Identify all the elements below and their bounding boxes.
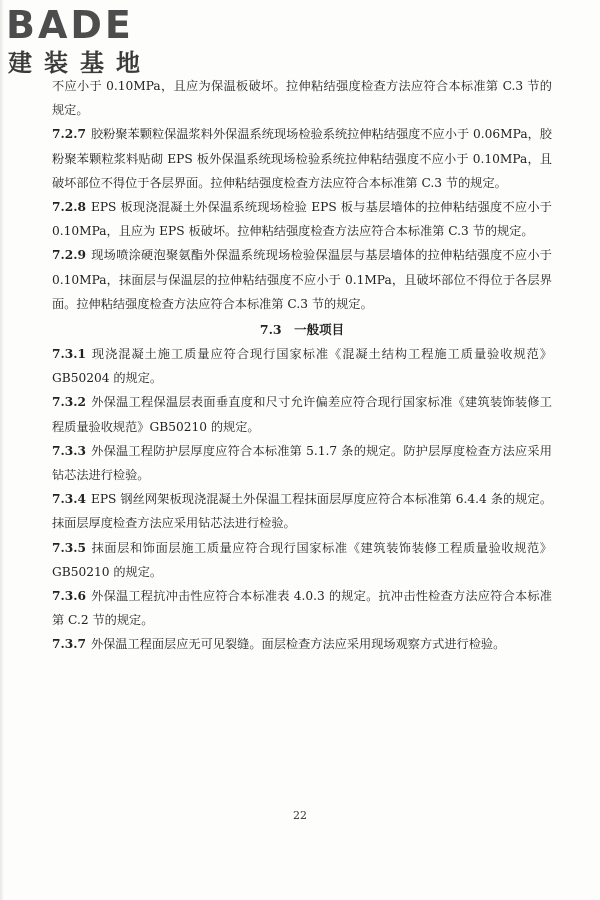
clause-paragraph: [52, 122, 552, 195]
clause-paragraph: [52, 487, 552, 535]
clause-text: 外保温工程抗冲击性应符合本标准表 4.0.3 的规定。抗冲击性检查方法应符合本标准第 C.2 节的规定。: [52, 589, 552, 628]
clause-text: 外保温工程保温层表面垂直度和尺寸允许偏差应符合现行国家标准《建筑装饰装修工程质量验收规范》GB50210 的规定。: [52, 395, 552, 434]
clause-text: 外保温工程面层应无可见裂缝。面层检查方法应采用现场观察方式进行检验。: [90, 637, 506, 652]
clause-paragraph: [52, 584, 552, 632]
logo-watermark: [6, 4, 176, 84]
clause-paragraph: [52, 632, 552, 656]
clause-number: 7.2.7: [52, 127, 86, 142]
clause-number: 7.3.2: [52, 395, 86, 410]
clause-paragraph: [52, 195, 552, 243]
scan-edge-shadow: [0, 0, 4, 900]
clause-text: 不应小于 0.10MPa，且应为保温板破坏。拉伸粘结强度检查方法应符合本标准第 C.3 节的规定。: [52, 79, 552, 118]
clause-number: 7.3.4: [52, 492, 86, 507]
clause-number: 7.2.9: [52, 248, 86, 263]
clause-text: 胶粉聚苯颗粒保温浆料外保温系统现场检验系统拉伸粘结强度不应小于 0.06MPa，胶粉聚苯颗粒浆料贴砌 EPS 板外保温系统现场检验系统拉伸粘结强度不应小于 0.10MPa，且破坏部位不得位于各层界面。拉伸粘结强度检查方法应符合本标准第 C.3 节的规定。: [52, 127, 552, 190]
clause-number: 7.3.7: [52, 637, 86, 652]
clause-paragraph: [52, 439, 552, 487]
clause-paragraph: [52, 390, 552, 438]
logo-brand-cn: 建装基地: [8, 49, 152, 77]
clause-paragraph: [52, 342, 552, 390]
clause-text: 外保温工程防护层厚度应符合本标准第 5.1.7 条的规定。防护层厚度检查方法应采用钻芯法进行检验。: [52, 443, 552, 483]
clause-text: 抹面层和饰面层施工质量应符合现行国家标准《建筑装饰装修工程质量验收规范》GB50210 的规定。: [52, 540, 552, 579]
clause-paragraph: [52, 243, 552, 316]
clause-number: 7.3.6: [52, 589, 86, 604]
clause-number: 7.3.1: [52, 347, 86, 362]
clause-number: 7.2.8: [52, 200, 86, 215]
clause-number: 7.3.3: [52, 443, 86, 458]
clause-text: 现场喷涂硬泡聚氨酯外保温系统现场检验保温层与基层墙体的拉伸粘结强度不应小于 0.10MPa，抹面层与保温层的拉伸粘结强度不应小于 0.1MPa，且破坏部位不得位于各层界面。拉伸粘结强度检查方法应符合本标准第 C.3 节的规定。: [52, 248, 552, 311]
page-number: 22: [293, 809, 307, 822]
section-heading: 7.3 一般项目: [259, 322, 345, 338]
clause-paragraph: [52, 536, 552, 584]
clause-text: EPS 板现浇混凝土外保温系统现场检验 EPS 板与基层墙体的拉伸粘结强度不应小于 0.10MPa，且应为 EPS 板破坏。拉伸粘结强度检查方法应符合本标准第 C.3 节的规定。: [52, 200, 552, 239]
clause-text: 现浇混凝土施工质量应符合现行国家标准《混凝土结构工程施工质量验收规范》GB50204 的规定。: [52, 347, 552, 386]
document-body: [52, 74, 552, 657]
clause-number: 7.3.5: [52, 540, 86, 555]
logo-brand-en: BADE: [6, 3, 134, 47]
clause-paragraph: [52, 74, 552, 122]
clause-text: EPS 钢丝网架板现浇混凝土外保温工程抹面层厚度应符合本标准第 6.4.4 条的规定。抹面层厚度检查方法应采用钻芯法进行检验。: [52, 492, 552, 531]
